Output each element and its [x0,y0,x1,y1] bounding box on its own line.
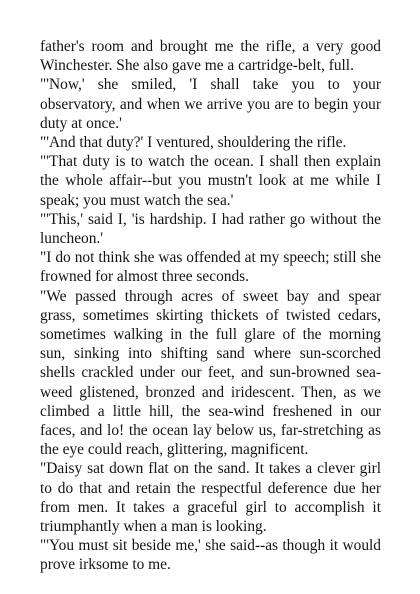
paragraph: "We passed through acres of sweet bay and spear grass, sometimes skirting thickets of twisted cedars, sometimes walking in the full glare of the morning sun, sinking into shifting sand where sun-scorched shells crackled under our feet, and sun-browned sea-weed glistened, bronzed and iridescent. Then, as we climbed a little hill, the sea-wind freshened in our faces, and lo! the ocean lay below us, far-stretching as the eye could reach, glittering, magnificent. [40,287,381,459]
paragraph: "'And that duty?' I ventured, shouldering the rifle. [40,134,347,152]
paragraph: "'You must sit beside me,' she said--as though it would prove irksome to me. [40,537,381,574]
book-page-text [40,37,381,575]
paragraph: "Daisy sat down flat on the sand. It takes a clever girl to do that and retain the respectful deference due her from men. It takes a graceful girl to accomplish it triumphantly when a man is looking. [40,460,381,536]
paragraph: "'Now,' she smiled, 'I shall take you to your observatory, and when we arrive you are to begin your duty at once.' [40,76,381,132]
paragraph: "'That duty is to watch the ocean. I shall then explain the whole affair--but you mustn't look at me while I speak; you must watch the sea.' [40,153,381,209]
paragraph: father's room and brought me the rifle, a very good Winchester. She also gave me a cartridge-belt, full. [40,38,381,75]
paragraph: "I do not think she was offended at my speech; still she frowned for almost three seconds. [40,249,381,286]
paragraph: "'This,' said I, 'is hardship. I had rather go without the luncheon.' [40,210,381,248]
